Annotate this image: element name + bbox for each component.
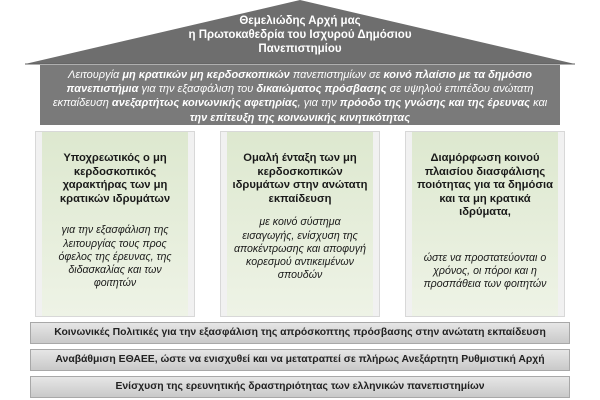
roof-title-line1: Θεμελιώδης Αρχή μας: [239, 15, 361, 27]
base-step-social-policies: Κοινωνικές Πολιτικές για την εξασφάλιση της απρόσκοπτης πρόσβασης στην ανώτατη εκπαίδευση: [30, 322, 570, 344]
pillar-heading: Υποχρεωτικός ο μη κερδοσκοπικός χαρακτήρας των μη κρατικών ιδρυμάτων: [59, 152, 171, 205]
roof-title-line3: Πανεπιστημίου: [258, 43, 342, 55]
mission-banner: [40, 65, 560, 125]
pillar-heading: Διαμόρφωση κοινού πλαισίου διασφάλισης ποιότητας για τα δημόσια και τα μη κρατικά ιδρύματα,: [417, 152, 553, 219]
banner-text-6: και: [530, 97, 548, 110]
pillar-non-profit-character: [36, 132, 194, 316]
banner-bold-6: την επίτευξη της κοινωνικής κινητικότητας: [189, 111, 411, 124]
banner-text-5: , για την: [297, 97, 340, 110]
banner-bold-1: μη κρατικών μη κερδοσκοπικών: [122, 69, 290, 81]
mission-banner-text: [40, 65, 560, 125]
pillar-quality-assurance: [406, 132, 564, 316]
roof-title: [150, 14, 450, 56]
roof-title-line2: η Πρωτοκαθεδρία του Ισχυρού Δημόσιου: [188, 29, 412, 41]
banner-bold-4: ανεξαρτήτως κοινωνικής αφετηρίας: [111, 97, 298, 110]
banner-bold-2: κοινό πλαίσιο με τα δημόσιο πανεπιστήμια: [66, 69, 532, 96]
pillar-heading: Ομαλή ένταξη των μη κερδοσκοπικών ιδρυμάτων στην ανώτατη εκπαίδευση: [232, 152, 368, 205]
banner-text-1: Λειτουργία: [68, 69, 123, 81]
base-step-research-support: Ενίσχυση της ερευνητικής δραστηριότητας των ελληνικών πανεπιστημίων: [30, 376, 570, 398]
banner-text-4: σε υψηλού επιπέδου ανώτατη εκπαίδευση: [52, 83, 534, 110]
pillar-body: για την εξασφάλιση της λειτουργίας τους προς όφελος της έρευνας, της διδασκαλίας και των φοιτητών: [58, 224, 172, 290]
banner-text-3: για την εξασφάλιση του: [138, 83, 257, 96]
pillar-body: ώστε να προστατεύονται ο χρόνος, οι πόροι και η προσπάθεια των φοιτητών: [423, 251, 547, 291]
pillar-smooth-integration: [221, 132, 379, 316]
banner-bold-5: πρόοδο της γνώσης και της έρευνας: [339, 97, 531, 110]
base-step-ethaee-upgrade: Αναβάθμιση ΕΘΑΕΕ, ώστε να ενισχυθεί και να μετατραπεί σε πλήρως Ανεξάρτητη Ρυθμιστική Αρχή: [30, 349, 570, 371]
pillar-body: με κοινό σύστημα εισαγωγής, ενίσχυση της αποκέντρωσης και αποφυγή κορεσμού αντικειμένων σπουδών: [233, 216, 367, 282]
banner-text-2: πανεπιστημίων σε: [289, 69, 384, 81]
banner-bold-3: δικαιώματος πρόσβασης: [256, 83, 387, 96]
